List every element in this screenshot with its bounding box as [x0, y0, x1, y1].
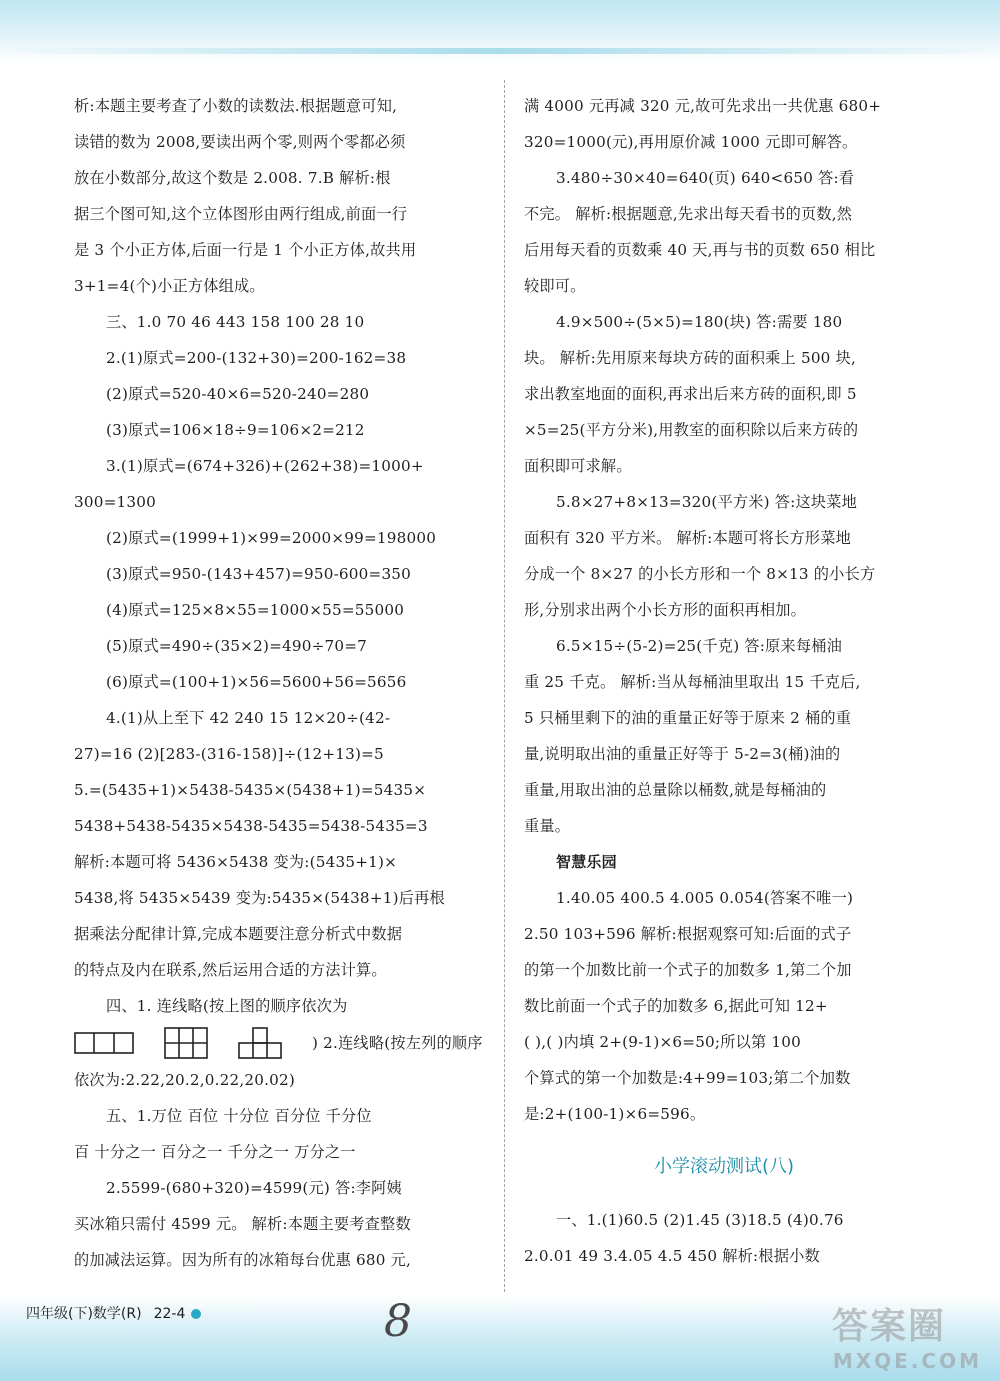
text-line: 300=1300	[74, 493, 156, 511]
text-line: (3)原式=950-(143+457)=950-600=350	[106, 565, 412, 583]
text-line: 数比前面一个式子的加数多 6,据此可知 12+	[524, 997, 828, 1015]
right-column	[524, 88, 924, 1274]
text-line: 是:2+(100-1)×6=596。	[524, 1105, 706, 1123]
text-line: ) 2.连线略(按左列的顺序	[312, 1034, 483, 1052]
text-line: 面积即可求解。	[524, 457, 632, 475]
three-squares-shape	[74, 1032, 134, 1054]
text-line: 放在小数部分,故这个数是 2.008. 7.B 解析:根	[74, 169, 391, 187]
text-line: 百 十分之一 百分之一 千分之一 万分之一	[74, 1143, 356, 1161]
text-line: 3+1=4(个)小正方体组成。	[74, 277, 265, 295]
text-line: 后用每天看的页数乘 40 天,再与书的页数 650 相比	[524, 241, 876, 259]
text-line: 2.0.01 49 3.4.05 4.5 450 解析:根据小数	[524, 1247, 820, 1265]
text-line: 1.40.05 400.5 4.005 0.054(答案不唯一)	[556, 889, 854, 907]
text-line: 求出教室地面的面积,再求出后来方砖的面积,即 5	[524, 385, 857, 403]
text-line: 一、1.(1)60.5 (2)1.45 (3)18.5 (4)0.76	[556, 1211, 844, 1229]
text-line: (6)原式=(100+1)×56=5600+56=5656	[106, 673, 407, 691]
text-line: 个算式的第一个加数是:4+99=103;第二个加数	[524, 1069, 851, 1087]
text-line: 5438,将 5435×5439 变为:5435×(5438+1)后再根	[74, 889, 445, 907]
text-line: 5.=(5435+1)×5438-5435×(5438+1)=5435×	[74, 781, 427, 799]
text-line: 的加减法运算。因为所有的冰箱每台优惠 680 元,	[74, 1251, 412, 1269]
text-line: 不完。 解析:根据题意,先求出每天看书的页数,然	[524, 205, 853, 223]
watermark-main: 答案圈	[832, 1306, 947, 1347]
text-line: 据乘法分配律计算,完成本题要注意分析式中数据	[74, 925, 403, 943]
text-line: 重 25 千克。 解析:当从每桶油里取出 15 千克后,	[524, 673, 861, 691]
section-five-answers: 五、1.万位 百位 十分位 百分位 千分位	[106, 1107, 372, 1125]
text-line: (5)原式=490÷(35×2)=490÷70=7	[106, 637, 368, 655]
text-line: ( ),( )内填 2+(9-1)×6=50;所以第 100	[524, 1033, 802, 1051]
grade-subject-label: 四年级(下)数学(R)	[26, 1306, 142, 1322]
text-line: 320=1000(元),再用原价减 1000 元即可解答。	[524, 133, 858, 151]
text-line: 面积有 320 平方米。 解析:本题可将长方形菜地	[524, 529, 851, 547]
text-line: (4)原式=125×8×55=1000×55=55000	[106, 601, 405, 619]
six-squares-shape	[164, 1027, 208, 1059]
section-three-answers: 三、1.0 70 46 443 158 100 28 10	[106, 313, 365, 331]
text-line: 重量,用取出油的总量除以桶数,就是每桶油的	[524, 781, 827, 799]
text-line: 27)=16 (2)[283-(316-158)]÷(12+13)=5	[74, 745, 384, 763]
page-dot-icon	[191, 1309, 201, 1319]
text-line: 满 4000 元再减 320 元,故可先求出一共优惠 680+	[524, 97, 882, 115]
section-four-answers: 四、1. 连线略(按上图的顺序依次为	[106, 997, 348, 1015]
text-line: 5.8×27+8×13=320(平方米) 答:这块菜地	[556, 493, 858, 511]
text-line: 块。 解析:先用原来每块方砖的面积乘上 500 块,	[524, 349, 856, 367]
shape-sequence-line	[74, 1024, 486, 1062]
text-line: 解析:本题可将 5436×5438 变为:(5435+1)×	[74, 853, 398, 871]
text-line: 买冰箱只需付 4599 元。 解析:本题主要考查整数	[74, 1215, 411, 1233]
text-line: 5438+5438-5435×5438-5435=5438-5435=3	[74, 817, 428, 835]
column-divider	[504, 80, 505, 1292]
text-line: 2.5599-(680+320)=4599(元) 答:李阿姨	[106, 1179, 402, 1197]
text-line: 形,分别求出两个小长方形的面积再相加。	[524, 601, 807, 619]
text-line: 读错的数为 2008,要读出两个零,则两个零都必须	[74, 133, 406, 151]
page-code: 22-4	[153, 1306, 186, 1322]
text-line: ×5=25(平方分米),用教室的面积除以后来方砖的	[524, 421, 859, 439]
page-footer	[26, 1303, 201, 1325]
text-line: 4.9×500÷(5×5)=180(块) 答:需要 180	[556, 313, 843, 331]
test-section-title: 小学滚动测试(八)	[653, 1156, 795, 1177]
text-line: 较即可。	[524, 277, 586, 295]
four-squares-shape	[238, 1027, 282, 1059]
text-line: 的特点及内在联系,然后运用合适的方法计算。	[74, 961, 387, 979]
text-line: 析:本题主要考查了小数的读数法.根据题意可知,	[74, 97, 398, 115]
text-line: 据三个图可知,这个立体图形由两行组成,前面一行	[74, 205, 408, 223]
text-line: 量,说明取出油的重量正好等于 5-2=3(桶)油的	[524, 745, 841, 763]
text-line: 2.(1)原式=200-(132+30)=200-162=38	[106, 349, 407, 367]
text-line: 5 只桶里剩下的油的重量正好等于原来 2 桶的重	[524, 709, 852, 727]
text-line: 3.480÷30×40=640(页) 640<650 答:看	[556, 169, 855, 187]
site-watermark	[832, 1298, 982, 1374]
text-line: (3)原式=106×18÷9=106×2=212	[106, 421, 365, 439]
text-line: 分成一个 8×27 的小长方形和一个 8×13 的小长方	[524, 565, 876, 583]
text-line: 的第一个加数比前一个式子的加数多 1,第二个加	[524, 961, 852, 979]
text-line: (2)原式=(1999+1)×99=2000×99=198000	[106, 529, 437, 547]
left-column	[74, 88, 486, 1278]
handwritten-mark: 8	[384, 1296, 412, 1347]
section-heading-wisdom-park: 智慧乐园	[556, 853, 617, 871]
top-decorative-band	[0, 0, 1000, 62]
watermark-sub: MXQE.COM	[832, 1349, 982, 1373]
text-line: (2)原式=520-40×6=520-240=280	[106, 385, 370, 403]
text-line: 6.5×15÷(5-2)=25(千克) 答:原来每桶油	[556, 637, 842, 655]
text-line: 是 3 个小正方体,后面一行是 1 个小正方体,故共用	[74, 241, 417, 259]
text-line: 4.(1)从上至下 42 240 15 12×20÷(42-	[106, 709, 391, 727]
text-line: 3.(1)原式=(674+326)+(262+38)=1000+	[106, 457, 424, 475]
text-line: 依次为:2.22,20.2,0.22,20.02)	[74, 1071, 296, 1089]
text-line: 重量。	[524, 817, 571, 835]
text-line: 2.50 103+596 解析:根据观察可知:后面的式子	[524, 925, 852, 943]
